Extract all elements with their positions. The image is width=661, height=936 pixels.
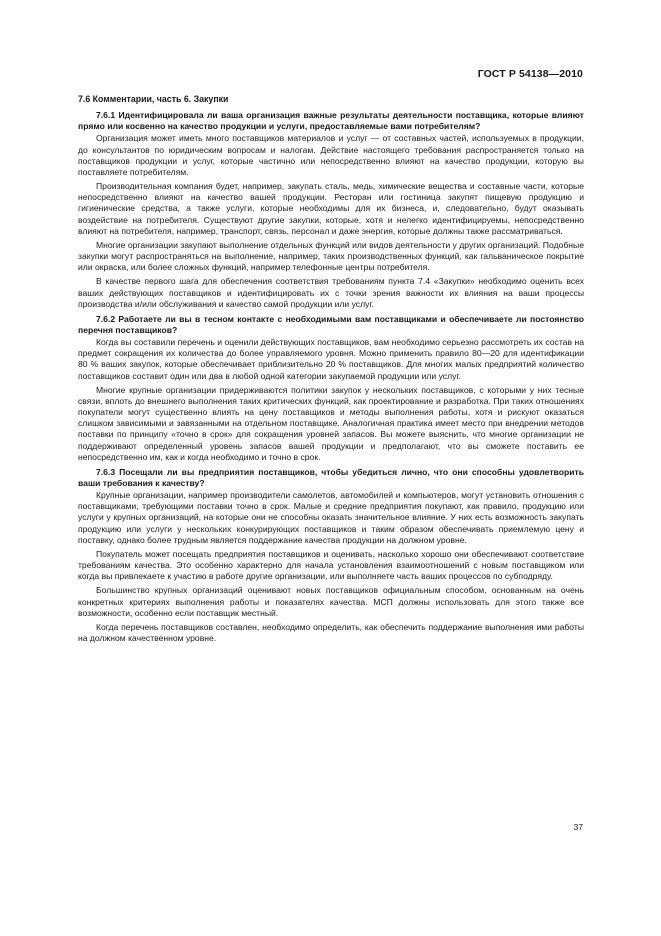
paragraph: Когда перечень поставщиков составлен, необходимо определить, как обеспечить поддержание выполнения ими работы на должном качественном уровне. xyxy=(78,621,584,644)
paragraph: Крупные организации, например производители самолетов, автомобилей и компьютеров, могут установить отношения с поставщиками, требующими поставки точно в срок. Малые и средние предприятия покупают, как правило, продукцию или услуги у крупных организаций, на которые они не способны оказать значительное влияние. У них есть возможность закупать продукцию или услуги у нескольких конкурирующих поставщиков и таким образом обеспечивать приемлемую цену и поставку, однако более трудным является поддержание качества продукции на должном уровне. xyxy=(78,490,584,545)
page-number: 37 xyxy=(573,822,583,832)
paragraph: Производительная компания будет, например, закупать сталь, медь, химические вещества и составные части, которые непосредственно влияют на качество вашей продукции. Ресторан или гостиница закупят пищевую продукцию и гигиенические средства, а также услуги, которые необходимы для их бизнеса, и, следовательно, будут оказывать воздействие на потребителя. Существуют другие закупки, которые, хотя и нелегко идентифицируемы, непосредственно влияют на потребителя, например, транспорт, связь, персонал и даже энергия, которые должны также рассматриваться. xyxy=(78,181,584,236)
paragraph: Многие крупные организации придерживаются политики закупок у нескольких поставщиков, с которыми у них тесные связи, вплоть до внешнего выполнения таких критических функций, как проектирование и разработка. При таких отношениях покупатели могут существенно влиять на цену поставщиков и методы выполнения работы, хотя и рискуют оказаться слишком зависимыми и завязанными на отдельном поставщике. Аналогичная практика имеет место при внедрении методов поставки по принципу «точно в срок» для сокращения уровней запасов. Вы можете выяснить, что многие организации не поддерживают определенный уровень запасов вашей продукции и предполагают, что вы сможете поставить ее непосредственно им, как и когда необходимо и точно в срок. xyxy=(78,384,584,462)
paragraph: Когда вы составили перечень и оценили действующих поставщиков, вам необходимо серьезно рассмотреть их состав на предмет сокращения их количества до более управляемого уровня. Можно применить правило 80—20 для идентификации 80 % ваших закупок, которые обеспечивает приблизительно 20 % поставщиков. Для многих малых предприятий количество поставщиков составит один или два в любой одной категории закупаемой продукции или услуг. xyxy=(78,337,584,381)
standard-header: ГОСТ Р 54138—2010 xyxy=(477,68,583,80)
paragraph: Многие организации закупают выполнение отдельных функций или видов деятельности у других организаций. Подобные закупки могут распространяться на выполнение, например, таких производственных функций, как гальваническое покрытие или окраска, или более сложных функций, например телефонные центры потребителя. xyxy=(78,239,584,273)
paragraph: Покупатель может посещать предприятия поставщиков и оценивать, насколько хорошо они обеспечивают соответствие требованиям качества. Это особенно характерно для начала установления взаимоотношений с новым поставщиком или когда вы привлекаете к участию в работе другие организации, или выполняете часть ваших процессов по субподряду. xyxy=(78,548,584,582)
page-content xyxy=(78,94,584,644)
paragraph: В качестве первого шага для обеспечения соответствия требованиям пункта 7.4 «Закупки» необходимо оценить всех ваших действующих поставщиков и идентифицировать их с точки зрения важности их влияния на ваши процессы производства и/или обслуживания и качество самой продукции или услуг. xyxy=(78,276,584,309)
paragraph: Большинство крупных организаций оценивают новых поставщиков официальным способом, основанным на очень конкретных критериях выполнения работы и показателях качества. МСП должны использовать для этого также все возможности, особенно если поставщик местный. xyxy=(78,585,584,618)
paragraph: Организация может иметь много поставщиков материалов и услуг — от составных частей, используемых в продукции, до консультантов по юридическим вопросам и налогам. Действие настоящего требования распространяется только на поставщиков продукции и услуг, которые частично или непосредственно влияют на качество продукции, которую вы поставляете потребителям. xyxy=(78,133,584,177)
question-7-6-3: 7.6.3 Посещали ли вы предприятия поставщиков, чтобы убедиться лично, что они способны удовлетворить ваши требования к качеству? xyxy=(78,466,584,488)
section-title: 7.6 Комментарии, часть 6. Закупки xyxy=(78,94,229,104)
question-7-6-2: 7.6.2 Работаете ли вы в тесном контакте с необходимыми вам поставщиками и обеспечиваете ли постоянство перечня поставщиков? xyxy=(78,313,584,335)
question-7-6-1: 7.6.1 Идентифицировала ли ваша организация важные результаты деятельности поставщика, которые влияют прямо или косвенно на качество продукции и услуги, предоставляемые вами потребителям? xyxy=(78,110,584,132)
